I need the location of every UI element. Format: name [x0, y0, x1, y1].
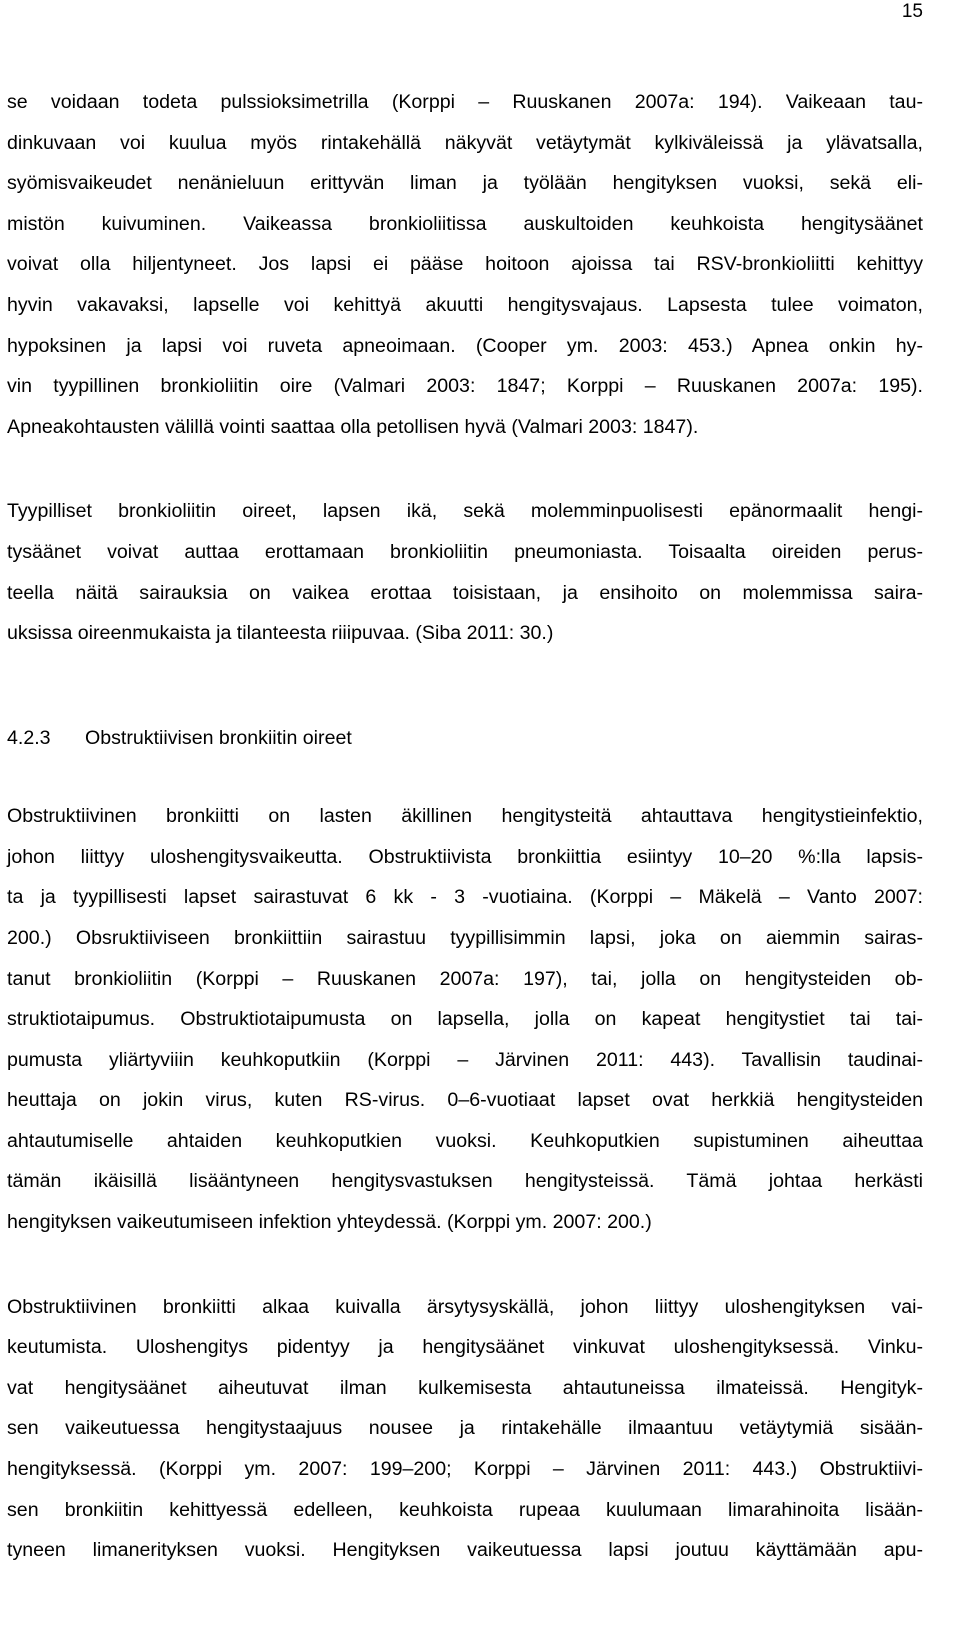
text-line: ahtautumiselle ahtaiden keuhkoputkien vuoksi. Keuhkoputkien supistuminen aiheuttaa [7, 1130, 923, 1152]
text-line: dinkuvaan voi kuulua myös rintakehällä näkyvät vetäytymät kylkiväleissä ja ylävatsalla, [7, 132, 923, 154]
text-line: 200.) Obsruktiiviseen bronkiittiin sairastuu tyypillisimmin lapsi, joka on aiemmin sairas- [7, 927, 923, 949]
section-heading [7, 725, 352, 751]
text-line: Obstruktiivinen bronkiitti on lasten äkillinen hengitysteitä ahtauttava hengitystieinfektio, [7, 805, 923, 827]
text-line: hengityksessä. (Korppi ym. 2007: 199–200; Korppi – Järvinen 2011: 443.) Obstruktiivi- [7, 1458, 923, 1480]
text-line: heuttaja on jokin virus, kuten RS-virus. 0–6-vuotiaat lapset ovat herkkiä hengitysteiden [7, 1089, 923, 1111]
text-line: voivat olla hiljentyneet. Jos lapsi ei pääse hoitoon ajoissa tai RSV-bronkioliitti kehittyy [7, 253, 923, 275]
text-line: vat hengitysäänet aiheutuvat ilman kulkemisesta ahtautuneissa ilmateissä. Hengityk- [7, 1377, 923, 1399]
text-line: Obstruktiivinen bronkiitti alkaa kuivalla ärsytysyskällä, johon liittyy uloshengityksen vai- [7, 1296, 923, 1318]
text-line: mistön kuivuminen. Vaikeassa bronkioliitissa auskultoiden keuhkoista hengitysäänet [7, 213, 923, 235]
text-line: hypoksinen ja lapsi voi ruveta apneoimaan. (Cooper ym. 2003: 453.) Apnea onkin hy- [7, 335, 923, 357]
text-line: uksissa oireenmukaista ja tilanteesta riiipuvaa. (Siba 2011: 30.) [7, 622, 554, 644]
text-line: syömisvaikeudet nenänieluun erittyvän liman ja työlään hengityksen vuoksi, sekä eli- [7, 172, 923, 194]
text-line: pumusta yliärtyviiin keuhkoputkiin (Korppi – Järvinen 2011: 443). Tavallisin taudinai- [7, 1049, 923, 1071]
page-number: 15 [901, 1, 923, 22]
text-line: keutumista. Uloshengitys pidentyy ja hengitysäänet vinkuvat uloshengityksessä. Vinku- [7, 1336, 923, 1358]
text-line: sen bronkiitin kehittyessä edelleen, keuhkoista rupeaa kuulumaan limarahinoita lisään- [7, 1499, 923, 1521]
text-line: hengityksen vaikeutumiseen infektion yhteydessä. (Korppi ym. 2007: 200.) [7, 1211, 652, 1233]
text-line: tanut bronkioliitin (Korppi – Ruuskanen 2007a: 197), tai, jolla on hengitysteiden ob- [7, 968, 923, 990]
text-line: se voidaan todeta pulssioksimetrilla (Korppi – Ruuskanen 2007a: 194). Vaikeaan tau- [7, 91, 923, 113]
text-line: hyvin vakavaksi, lapselle voi kehittyä akuutti hengitysvajaus. Lapsesta tulee voimaton, [7, 294, 923, 316]
text-line: tysäänet voivat auttaa erottamaan bronkioliitin pneumoniasta. Toisaalta oireiden perus- [7, 541, 923, 563]
text-line: struktiotaipumus. Obstruktiotaipumusta on lapsella, jolla on kapeat hengitystiet tai tai- [7, 1008, 923, 1030]
text-line: tämän ikäisillä lisääntyneen hengitysvastuksen hengitysteissä. Tämä johtaa herkästi [7, 1170, 923, 1192]
text-line: johon liittyy uloshengitysvaikeutta. Obstruktiivista bronkiittia esiintyy 10–20 %:lla lapsis- [7, 846, 923, 868]
text-line: tyneen limanerityksen vuoksi. Hengityksen vaikeutuessa lapsi joutuu käyttämään apu- [7, 1539, 923, 1561]
section-number: 4.2.3 [7, 727, 51, 749]
text-line: sen vaikeutuessa hengitystaajuus nousee ja rintakehälle ilmaantuu vetäytymiä sisään- [7, 1417, 923, 1439]
text-line: Tyypilliset bronkioliitin oireet, lapsen ikä, sekä molemminpuolisesti epänormaalit hengi- [7, 500, 923, 522]
text-line: vin tyypillinen bronkioliitin oire (Valmari 2003: 1847; Korppi – Ruuskanen 2007a: 195). [7, 375, 923, 397]
section-title: Obstruktiivisen bronkiitin oireet [85, 727, 352, 749]
text-line: ta ja tyypillisesti lapset sairastuvat 6 kk - 3 -vuotiaina. (Korppi – Mäkelä – Vanto 2007: [7, 886, 923, 908]
text-line: Apneakohtausten välillä vointi saattaa olla petollisen hyvä (Valmari 2003: 1847). [7, 416, 699, 438]
text-line: teella näitä sairauksia on vaikea erottaa toisistaan, ja ensihoito on molemmissa saira- [7, 582, 923, 604]
